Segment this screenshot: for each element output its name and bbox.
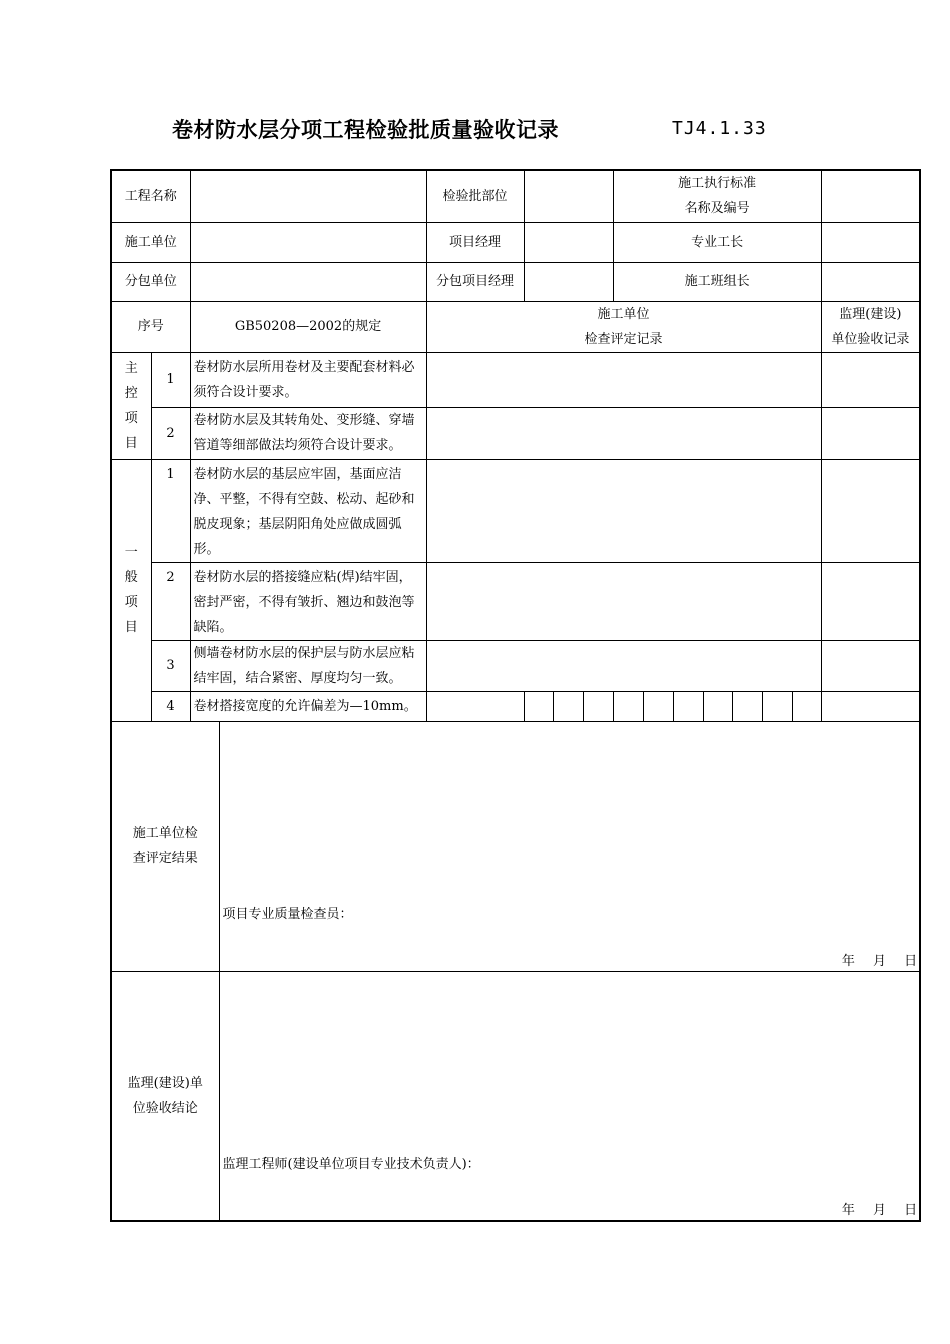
general-char: 目: [124, 620, 138, 635]
measurement-cell[interactable]: [553, 691, 583, 721]
main-item-text: 卷材防水层及其转角处、变形缝、穿墙管道等细部做法均须符合设计要求。: [190, 407, 426, 459]
measurement-cell[interactable]: [792, 691, 821, 721]
inspection-record-table: [110, 169, 921, 1222]
supervision-header-line2: 单位验收记录: [831, 331, 910, 347]
measurement-cell[interactable]: [703, 691, 732, 721]
project-name-field[interactable]: [190, 170, 426, 222]
measurement-cell[interactable]: [524, 691, 553, 721]
standard-label-line2: 名称及编号: [684, 201, 750, 217]
main-control-char: 项: [124, 410, 138, 426]
main-control-char: 主: [124, 360, 138, 376]
general-item-text: 卷材防水层的基层应牢固，基面应洁净、平整，不得有空鼓、松动、起砂和脱皮现象；基层阴阳角处应做成圆弧形。: [190, 459, 426, 562]
check-header-line2: 检查评定记录: [584, 331, 663, 347]
form-code: TJ4.1.33: [672, 118, 767, 139]
foreman-field[interactable]: [821, 222, 920, 262]
construction-unit-label: 施工单位: [111, 222, 190, 262]
quality-inspector-label: 项目专业质量检查员：: [222, 906, 353, 922]
general-item-supervision-field[interactable]: [821, 459, 920, 562]
main-item-no: 2: [151, 407, 190, 459]
form-title: 卷材防水层分项工程检验批质量验收记录: [172, 118, 559, 142]
subcontractor-label: 分包单位: [111, 262, 190, 301]
supervision-result-label: [111, 971, 219, 1221]
spec-header: GB50208—2002的规定: [190, 301, 426, 352]
subcontractor-field[interactable]: [190, 262, 426, 301]
main-item-supervision-field[interactable]: [821, 407, 920, 459]
supervision-result-date: 年 月 日: [841, 1203, 918, 1218]
standard-label: [613, 170, 821, 222]
construction-result-label-line2: 查评定结果: [132, 851, 198, 866]
main-control-label: [111, 352, 151, 459]
general-item-check-field[interactable]: [426, 459, 821, 562]
general-label: [111, 459, 151, 721]
general-item-text: 侧墙卷材防水层的保护层与防水层应粘结牢固，结合紧密、厚度均匀一致。: [190, 640, 426, 691]
standard-field[interactable]: [821, 170, 920, 222]
team-leader-field[interactable]: [821, 262, 920, 301]
seq-header: 序号: [111, 301, 190, 352]
general-item-text: 卷材搭接宽度的允许偏差为—10mm。: [190, 691, 426, 721]
general-item-supervision-field[interactable]: [821, 691, 920, 721]
general-item-check-field[interactable]: [426, 562, 821, 640]
check-header-line1: 施工单位: [597, 306, 650, 322]
supervision-header-line1: 监理(建设): [839, 306, 902, 322]
standard-label-line1: 施工执行标准: [678, 176, 757, 192]
general-item-no: 1: [151, 459, 190, 562]
main-item-no: 1: [151, 352, 190, 407]
project-manager-label: 项目经理: [426, 222, 524, 262]
general-item-supervision-field[interactable]: [821, 640, 920, 691]
measurement-cell[interactable]: [583, 691, 613, 721]
general-item-text: 卷材防水层的搭接缝应粘(焊)结牢固，密封严密，不得有皱折、翘边和鼓泡等缺陷。: [190, 562, 426, 640]
general-item-no: 4: [151, 691, 190, 721]
main-item-text: 卷材防水层所用卷材及主要配套材料必须符合设计要求。: [190, 352, 426, 407]
supervision-record-header: [821, 301, 920, 352]
general-char: 项: [124, 595, 138, 610]
main-item-supervision-field[interactable]: [821, 352, 920, 407]
sub-manager-label: 分包项目经理: [426, 262, 524, 301]
general-item-check-field[interactable]: [426, 640, 821, 691]
general-item-supervision-field[interactable]: [821, 562, 920, 640]
main-item-check-field[interactable]: [426, 407, 821, 459]
measurement-cell[interactable]: [732, 691, 762, 721]
supervision-result-field[interactable]: [219, 971, 920, 1221]
inspection-lot-label: 检验批部位: [426, 170, 524, 222]
measurement-cell[interactable]: [426, 691, 524, 721]
check-record-header: [426, 301, 821, 352]
supervision-result-label-line1: 监理(建设)单: [127, 1075, 203, 1091]
project-name-label: 工程名称: [111, 170, 190, 222]
general-char: 般: [124, 570, 138, 585]
main-item-check-field[interactable]: [426, 352, 821, 407]
inspection-lot-field[interactable]: [524, 170, 613, 222]
team-leader-label: 施工班组长: [613, 262, 821, 301]
supervising-engineer-label: 监理工程师(建设单位项目专业技术负责人)：: [222, 1156, 480, 1172]
measurement-cell[interactable]: [673, 691, 703, 721]
construction-result-label-line1: 施工单位检: [132, 826, 198, 841]
construction-result-date: 年 月 日: [841, 953, 918, 969]
general-char: 一: [124, 545, 138, 560]
sub-manager-field[interactable]: [524, 262, 613, 301]
general-item-no: 2: [151, 562, 190, 640]
general-item-no: 3: [151, 640, 190, 691]
construction-unit-field[interactable]: [190, 222, 426, 262]
measurement-cell[interactable]: [643, 691, 673, 721]
measurement-cell[interactable]: [762, 691, 792, 721]
project-manager-field[interactable]: [524, 222, 613, 262]
foreman-label: 专业工长: [613, 222, 821, 262]
main-control-char: 控: [124, 385, 138, 401]
supervision-result-label-line2: 位验收结论: [132, 1100, 198, 1116]
main-control-char: 目: [124, 435, 138, 451]
construction-result-field[interactable]: [219, 721, 920, 971]
construction-result-label: [111, 721, 219, 971]
measurement-cell[interactable]: [613, 691, 643, 721]
